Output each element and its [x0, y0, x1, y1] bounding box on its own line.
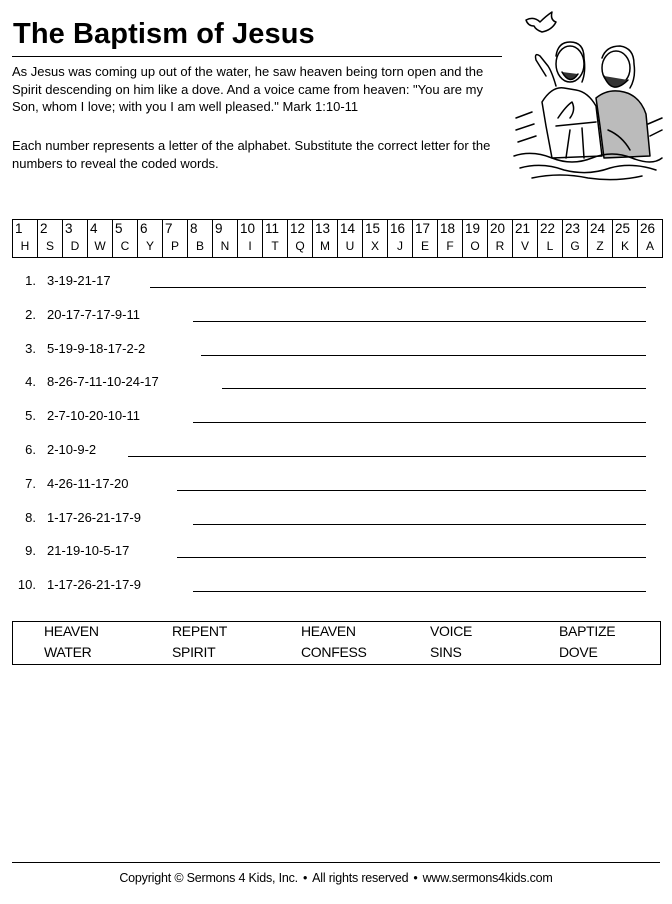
cipher-letter: E	[420, 239, 429, 253]
cipher-cell	[638, 220, 663, 258]
cipher-cell	[113, 220, 138, 258]
cipher-letter: B	[195, 239, 204, 253]
number-code: 3-19-21-17	[47, 273, 111, 288]
answer-line[interactable]	[177, 557, 646, 558]
answer-line[interactable]	[177, 490, 646, 491]
number-code: 1-17-26-21-17-9	[47, 577, 141, 593]
cipher-letter: Q	[295, 239, 305, 253]
cipher-number: 9	[215, 221, 223, 236]
footer	[0, 871, 672, 885]
cipher-letter: A	[645, 239, 654, 253]
number-code: 2-10-9-2	[47, 442, 97, 457]
cipher-letter: M	[320, 239, 330, 253]
cipher-key-table	[12, 219, 663, 258]
cipher-cell	[488, 220, 513, 258]
cipher-number: 2	[40, 221, 48, 236]
coded-word-item	[0, 543, 672, 563]
rights-text: All rights reserved	[312, 871, 409, 885]
cipher-number: 7	[165, 221, 173, 236]
cipher-letter: R	[495, 239, 505, 253]
answer-line[interactable]	[128, 456, 646, 457]
cipher-letter: K	[620, 239, 629, 253]
cipher-number: 16	[390, 221, 406, 236]
coded-word-item	[0, 476, 672, 496]
coded-word-item	[0, 307, 672, 327]
footer-separator: •	[302, 871, 308, 885]
cipher-letter: Z	[596, 239, 604, 253]
word-bank-word: VOICE	[430, 623, 473, 639]
word-bank-word: WATER	[44, 644, 92, 660]
cipher-cell	[288, 220, 313, 258]
cipher-letter: I	[248, 239, 252, 253]
page-title: The Baptism of Jesus	[13, 18, 315, 50]
answer-line[interactable]	[222, 388, 646, 389]
number-code: 1-17-26-21-17-9	[47, 509, 141, 525]
cipher-number: 24	[590, 221, 606, 236]
cipher-cell	[588, 220, 613, 258]
cipher-letter: J	[397, 239, 403, 253]
item-number: 6.	[25, 442, 36, 457]
word-bank-word: SPIRIT	[172, 644, 216, 660]
cipher-cell	[363, 220, 388, 258]
cipher-cell	[38, 220, 63, 258]
cipher-number: 13	[315, 221, 331, 236]
cipher-number: 26	[640, 221, 656, 236]
coded-word-item	[0, 510, 672, 530]
cipher-cell	[263, 220, 288, 258]
cipher-cell	[13, 220, 38, 258]
number-code: 8-26-7-11-10-24-17	[47, 374, 159, 390]
cipher-cell	[163, 220, 188, 258]
cipher-number: 17	[415, 221, 431, 236]
cipher-number: 23	[565, 221, 581, 236]
footer-divider	[12, 862, 660, 863]
answer-line[interactable]	[201, 355, 646, 356]
coded-word-item	[0, 442, 672, 462]
answer-line[interactable]	[193, 321, 646, 322]
coded-word-item	[0, 341, 672, 361]
number-code: 5-19-9-18-17-2-2	[47, 340, 146, 356]
cipher-cell	[438, 220, 463, 258]
cipher-number: 12	[290, 221, 306, 236]
cipher-letter: L	[546, 239, 554, 253]
instructions: Each number represents a letter of the alphabet. Substitute the correct letter for the numbers to reveal the coded words.	[12, 138, 491, 171]
item-number: 5.	[25, 408, 36, 424]
number-code: 2-7-10-20-10-11	[47, 408, 140, 424]
cipher-cell	[313, 220, 338, 258]
cipher-cell	[88, 220, 113, 258]
cipher-cell	[388, 220, 413, 258]
word-bank-word: CONFESS	[301, 644, 367, 660]
website-link[interactable]: www.sermons4kids.com	[422, 871, 553, 885]
cipher-letter: N	[220, 239, 230, 253]
cipher-letter: W	[94, 239, 106, 253]
cipher-cell	[613, 220, 638, 258]
cipher-number: 11	[265, 221, 280, 236]
word-bank-word: SINS	[430, 644, 462, 660]
cipher-number: 21	[515, 221, 531, 236]
word-bank	[12, 621, 661, 665]
cipher-number: 8	[190, 221, 198, 236]
answer-line[interactable]	[193, 524, 646, 525]
cipher-cell	[563, 220, 588, 258]
cipher-number: 20	[490, 221, 506, 236]
item-number: 3.	[25, 340, 36, 356]
scripture-passage: As Jesus was coming up out of the water, he saw heaven being torn open and the Spirit descending on him like a dove. And a voice came from heaven: "You are my Son, whom I love; with you I am well pleased." Mark 1:10-11	[12, 64, 484, 114]
cipher-letter: V	[520, 239, 529, 253]
item-number: 9.	[25, 543, 36, 559]
number-code: 21-19-10-5-17	[47, 543, 130, 559]
cipher-number: 10	[240, 221, 256, 236]
answer-line[interactable]	[193, 591, 646, 592]
item-number: 1.	[25, 273, 36, 288]
answer-line[interactable]	[150, 287, 646, 288]
item-number: 4.	[25, 374, 36, 390]
cipher-letter: U	[345, 239, 355, 253]
item-number: 7.	[25, 475, 36, 491]
cipher-cell	[238, 220, 263, 258]
cipher-cell	[538, 220, 563, 258]
cipher-letter: F	[446, 239, 454, 253]
cipher-letter: C	[120, 239, 130, 253]
cipher-cell	[63, 220, 88, 258]
footer-separator: •	[413, 871, 418, 885]
cipher-letter: T	[271, 239, 279, 253]
cipher-cell	[338, 220, 363, 258]
item-number: 8.	[25, 509, 36, 525]
baptism-illustration-icon	[512, 6, 664, 182]
cipher-number: 5	[115, 221, 123, 236]
cipher-letter: O	[470, 239, 480, 253]
cipher-letter: Y	[145, 239, 154, 253]
cipher-number: 25	[615, 221, 631, 236]
answer-line[interactable]	[193, 422, 646, 423]
cipher-number: 19	[465, 221, 481, 236]
cipher-number: 22	[540, 221, 556, 236]
cipher-letter: G	[570, 239, 580, 253]
coded-word-item	[0, 408, 672, 428]
number-code: 4-26-11-17-20	[47, 475, 129, 491]
word-bank-word: BAPTIZE	[559, 623, 616, 639]
cipher-number: 14	[340, 221, 356, 236]
coded-word-item	[0, 273, 672, 293]
copyright-text: Copyright © Sermons 4 Kids, Inc.	[119, 871, 298, 885]
cipher-number: 18	[440, 221, 456, 236]
coded-word-item	[0, 577, 672, 597]
cipher-letter: X	[370, 239, 379, 253]
cipher-cell	[413, 220, 438, 258]
cipher-cell	[513, 220, 538, 258]
cipher-cell	[213, 220, 238, 258]
word-bank-word: HEAVEN	[301, 623, 356, 639]
cipher-cell	[188, 220, 213, 258]
cipher-letter: S	[45, 239, 54, 253]
item-number: 2.	[25, 306, 36, 322]
cipher-number: 3	[65, 221, 73, 236]
cipher-cell	[138, 220, 163, 258]
word-bank-word: REPENT	[172, 623, 227, 639]
coded-word-item	[0, 374, 672, 394]
dove-icon	[526, 12, 556, 32]
cipher-number: 1	[15, 221, 23, 236]
cipher-number: 4	[90, 221, 98, 236]
cipher-number: 15	[365, 221, 381, 236]
cipher-number: 6	[140, 221, 148, 236]
cipher-letter: H	[20, 239, 30, 253]
item-number: 10.	[17, 577, 36, 593]
cipher-letter: D	[70, 239, 80, 253]
number-code: 20-17-7-17-9-11	[47, 306, 140, 322]
title-divider	[12, 56, 502, 57]
word-bank-word: HEAVEN	[44, 623, 99, 639]
cipher-cell	[463, 220, 488, 258]
word-bank-word: DOVE	[559, 644, 598, 660]
cipher-letter: P	[170, 239, 179, 253]
